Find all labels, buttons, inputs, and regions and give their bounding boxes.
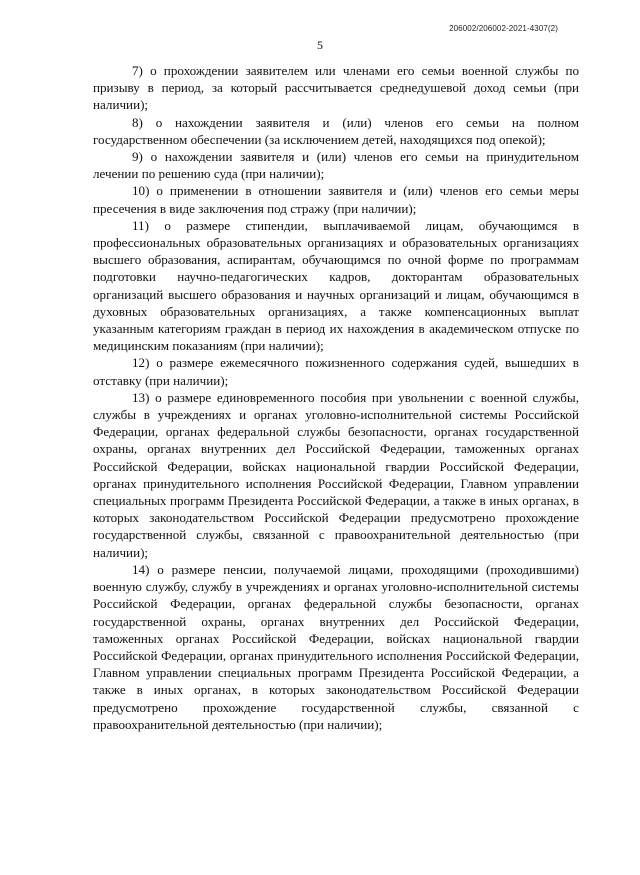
paragraph-item-13: 13) о размере единовременного пособия при увольнении с военной службы, службы в учреждениях и органах уголовно-исполнительной системы Российской Федерации, органах федеральной службы безопасности, органах государственной охраны, органах внутренних дел Российской Федерации, таможенных органах Российской Федерации, войсках национальной гвардии Российской Федерации, органах принудительного исполнения Российской Федерации, Главном управлении специальных программ Президента Российской Федерации, а также в иных органах, в которых законодательством Российской Федерации предусмотрено прохождение государственной службы, связанной с правоохранительной деятельностью (при наличии); — [93, 389, 579, 560]
paragraph-item-11: 11) о размере стипендии, выплачиваемой лицам, обучающимся в профессиональных образовательных организациях и образовательных организациях высшего образования, аспирантам, обучающимся по очной форме по программам подготовки научно-педагогических кадров, докторантам образовательных организаций высшего образования и научных организаций и лицам, обучающимся в духовных образовательных организациях, а также компенсационных выплат указанным категориям граждан в период их нахождения в академическом отпуске по медицинским показаниям (при наличии); — [93, 217, 579, 354]
paragraph-item-8: 8) о нахождении заявителя и (или) членов его семьи на полном государственном обеспечении (за исключением детей, находящихся под опекой); — [93, 114, 579, 147]
page-number: 5 — [317, 38, 323, 52]
paragraph-item-12: 12) о размере ежемесячного пожизненного содержания судей, вышедших в отставку (при наличии); — [93, 355, 579, 388]
paragraph-item-10: 10) о применении в отношении заявителя и (или) членов его семьи меры пресечения в виде заключения под стражу (при наличии); — [93, 183, 579, 216]
document-code: 206002/206002-2021-4307(2) — [449, 24, 558, 33]
paragraph-item-9: 9) о нахождении заявителя и (или) членов его семьи на принудительном лечении по решению суда (при наличии); — [93, 149, 579, 182]
paragraph-item-14: 14) о размере пенсии, получаемой лицами, проходящими (проходившими) военную службу, службу в учреждениях и органах уголовно-исполнительной системы Российской Федерации, органах федеральной службы безопасности, органах государственной охраны, органах внутренних дел Российской Федерации, таможенных органах Российской Федерации, войсках национальной гвардии Российской Федерации, органах принудительного исполнения Российской Федерации, Главном управлении специальных программ Президента Российской Федерации, а также в иных органах, в которых законодательством Российской Федерации предусмотрено прохождение государственной службы, связанной с правоохранительной деятельностью (при наличии); — [93, 561, 579, 732]
paragraph-item-7: 7) о прохождении заявителем или членами его семьи военной службы по призыву в период, за который рассчитывается среднедушевой доход семьи (при наличии); — [93, 63, 579, 113]
document-body — [93, 62, 579, 733]
